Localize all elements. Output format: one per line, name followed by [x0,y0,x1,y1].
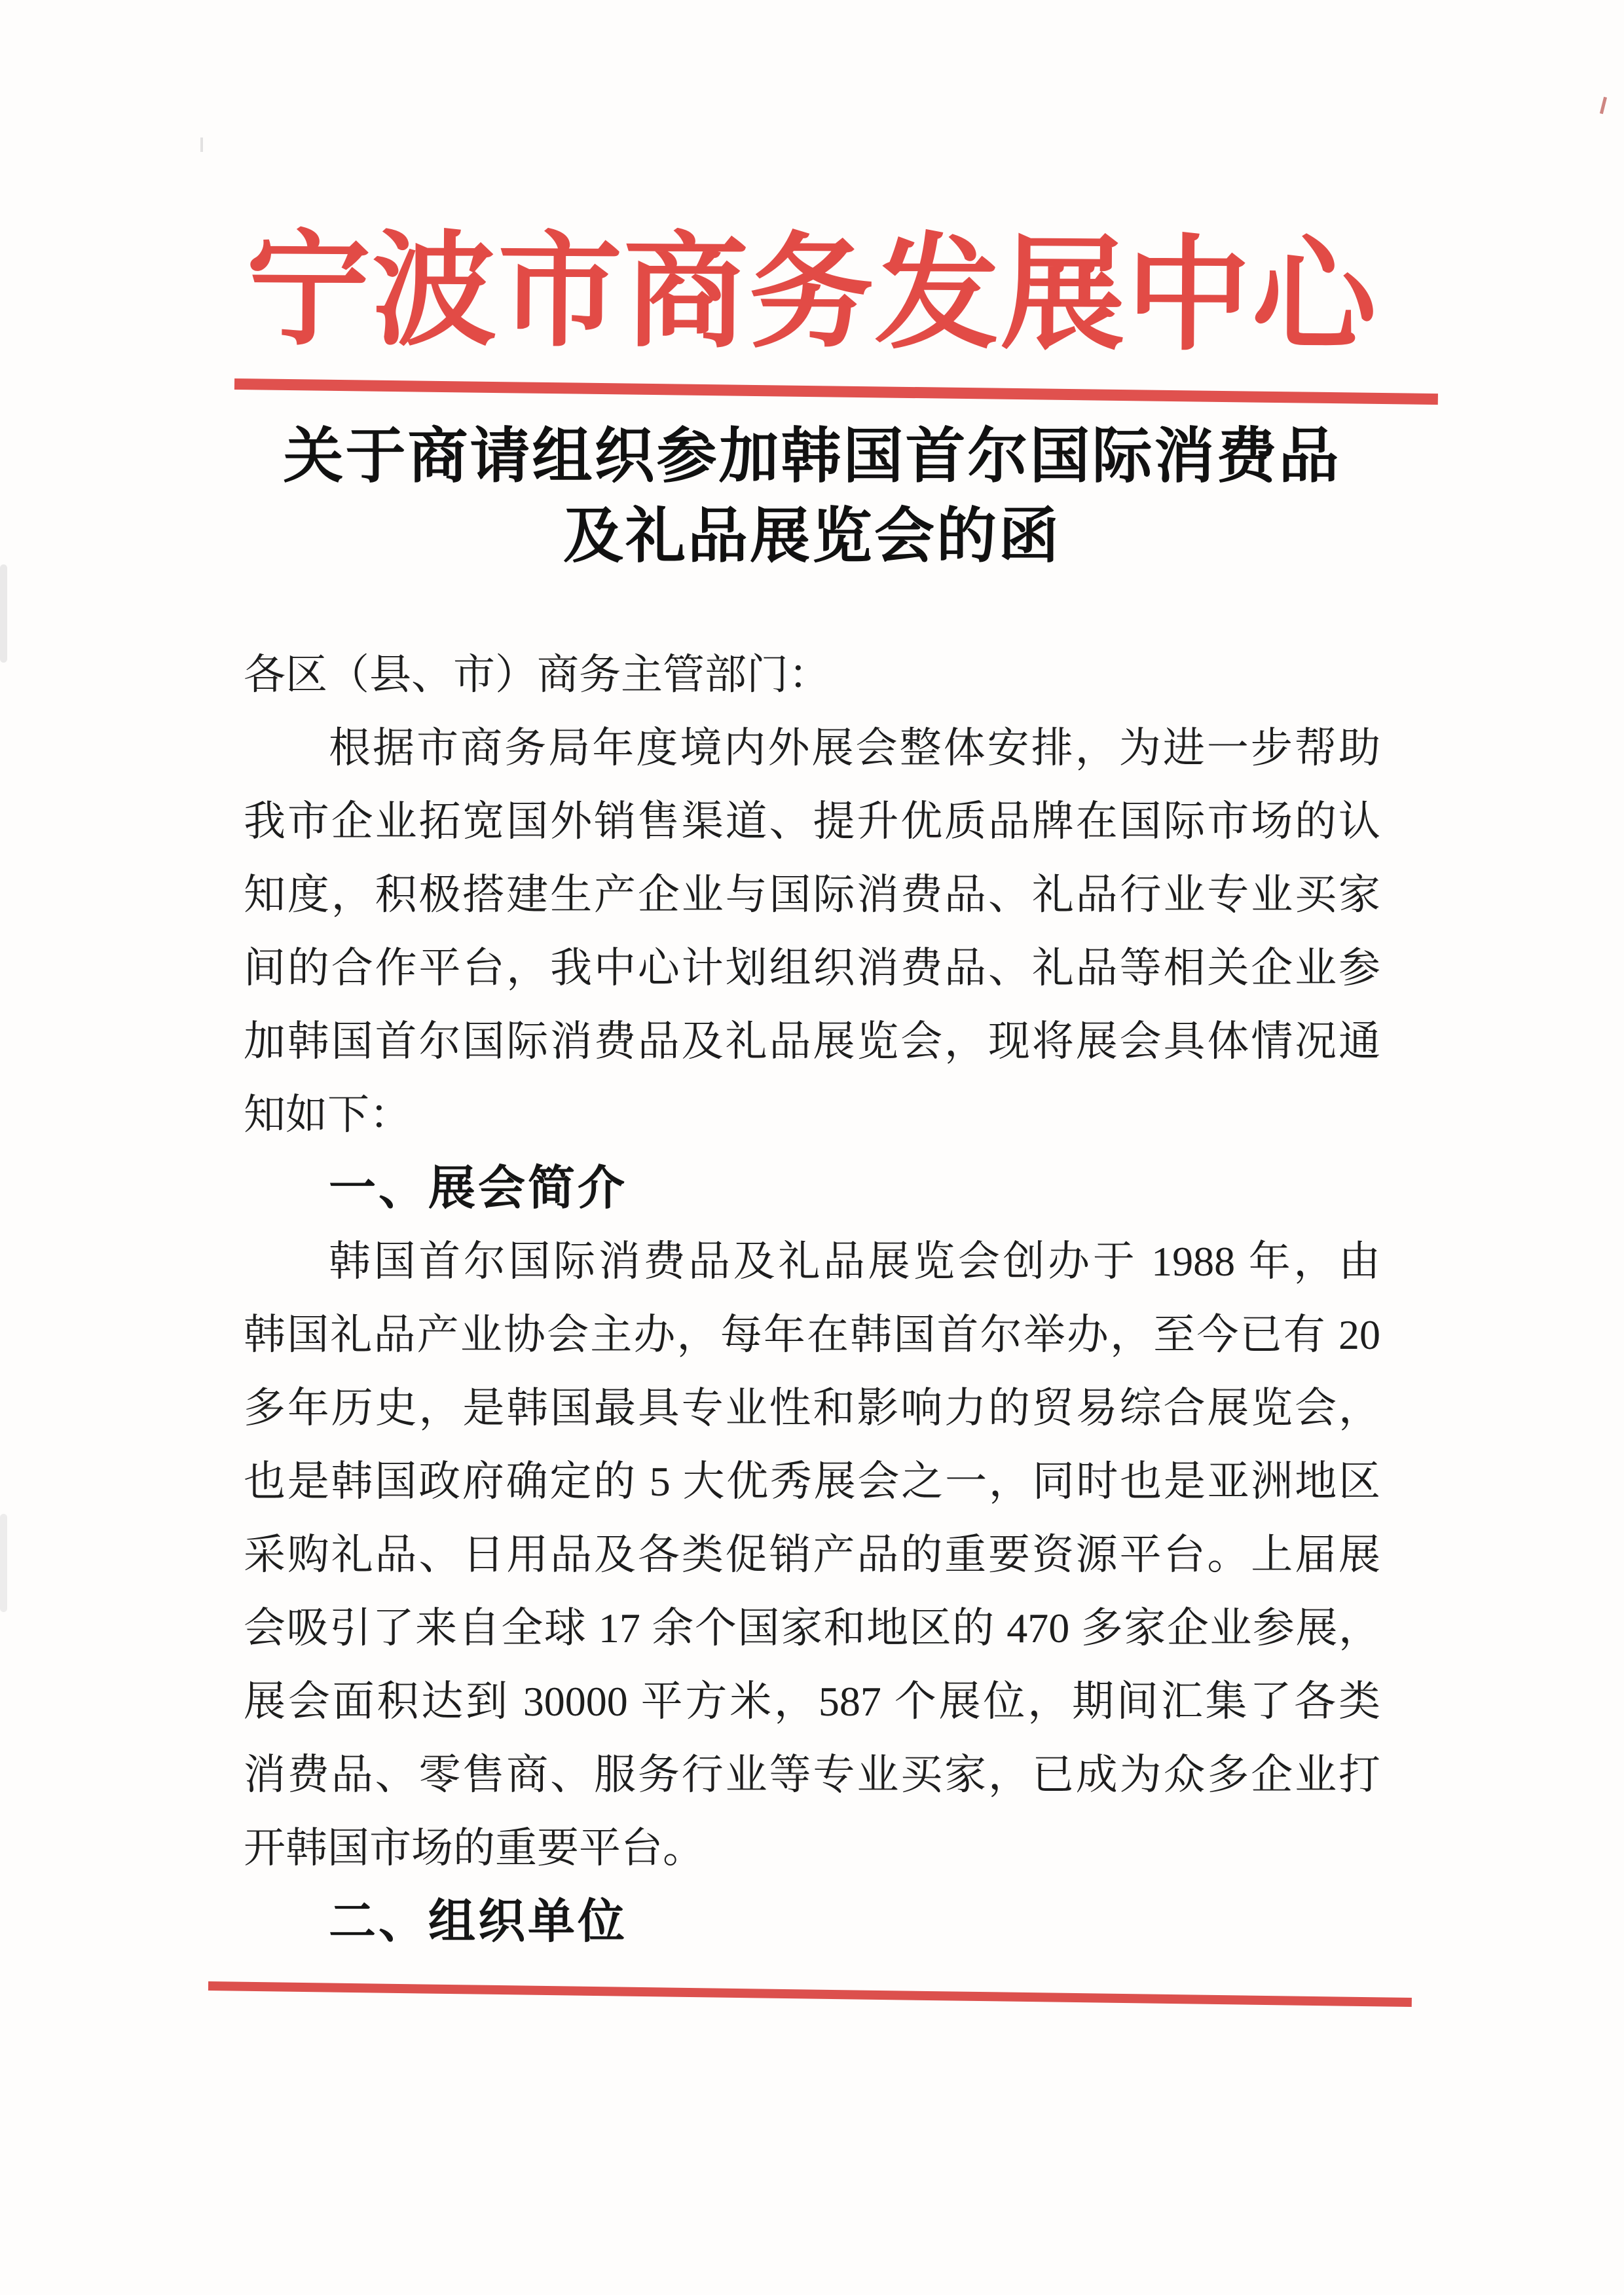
document-title-line-1: 关于商请组织参加韩国首尔国际消费品 [283,423,1341,490]
footer-rule [208,1981,1412,2007]
body-line: 多年历史，是韩国最具专业性和影响力的贸易综合展览会， [244,1385,1380,1431]
body-line: 会吸引了来自全球 17 余个国家和地区的 470 多家企业参展， [244,1605,1380,1651]
body-line: 消费品、零售商、服务行业等专业买家，已成为众多企业打 [244,1752,1380,1798]
salutation: 各区（县、市）商务主管部门： [244,652,830,698]
section-heading-1: 一、展会简介 [329,1162,628,1215]
body-line: 知度，积极搭建生产企业与国际消费品、礼品行业专业买家 [244,872,1380,918]
document-title [0,416,1624,576]
body-line: 加韩国首尔国际消费品及礼品展览会，现将展会具体情况通 [244,1018,1380,1065]
scan-artifact [0,1514,7,1612]
document-title-line-2: 及礼品展览会的函 [563,503,1061,570]
scan-artifact [0,564,7,663]
body-line: 韩国礼品产业协会主办，每年在韩国首尔举办，至今已有 20 [244,1312,1380,1358]
body-line: 开韩国市场的重要平台。 [244,1825,705,1871]
body-line: 知如下： [244,1092,411,1138]
section-heading-2: 二、组织单位 [329,1896,628,1948]
body-line: 采购礼品、日用品及各类促销产品的重要资源平台。上届展 [244,1532,1380,1578]
body-line: 根据市商务局年度境内外展会整体安排，为进一步帮助 [329,725,1380,771]
scan-artifact [1600,97,1607,114]
body-line: 间的合作平台，我中心计划组织消费品、礼品等相关企业参 [244,945,1380,991]
letter-body [244,638,1380,1958]
body-line: 也是韩国政府确定的 5 大优秀展会之一，同时也是亚洲地区 [244,1458,1380,1505]
letterhead-rule [234,378,1438,405]
letterhead-org-name: 宁波市商务发展中心 [246,220,1378,367]
body-line: 韩国首尔国际消费品及礼品展览会创办于 1988 年，由 [329,1238,1380,1285]
body-line: 展会面积达到 30000 平方米，587 个展位，期间汇集了各类 [244,1678,1380,1725]
body-line: 我市企业拓宽国外销售渠道、提升优质品牌在国际市场的认 [244,798,1380,845]
scan-artifact [200,138,203,152]
